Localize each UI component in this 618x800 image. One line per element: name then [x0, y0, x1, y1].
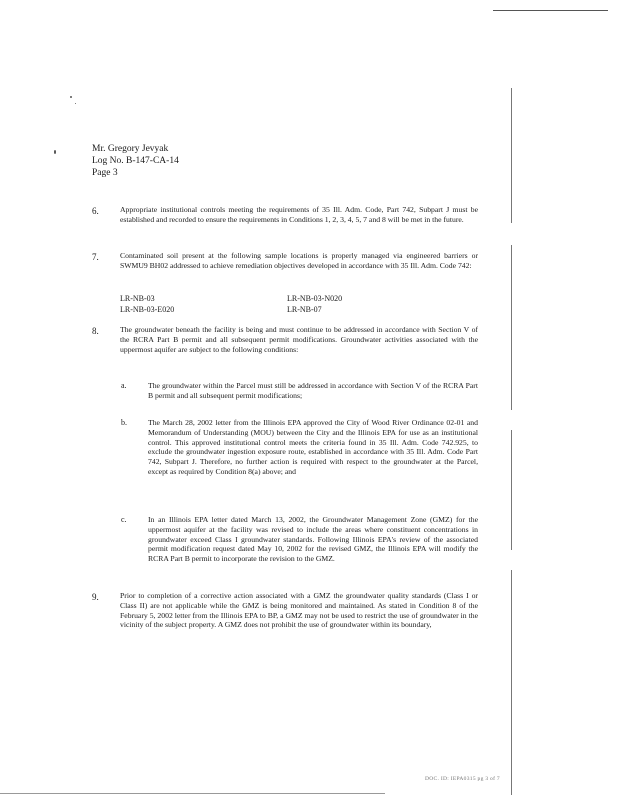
binding-edge-line: [511, 430, 512, 550]
sample-location: LR-NB-07: [287, 305, 322, 314]
subitem-letter: b.: [121, 418, 127, 427]
binding-edge-line: [511, 245, 512, 410]
subitem-text: The groundwater within the Parcel must still be addressed in accordance with Section V of the RCRA Part B permit and all subsequent permit modifications;: [148, 381, 478, 400]
scan-speck: [70, 96, 72, 98]
item-text: Appropriate institutional controls meeting the requirements of 35 Ill. Adm. Code, Part 742, Subpart J must be established and recorded to ensure the requirements in Conditions 1, 2, 3, 4, 5, 7 and 8 will be met in the future.: [120, 205, 478, 224]
item-text: Contaminated soil present at the following sample locations is properly managed via engineered barriers or SWMU9 BH02 addressed to achieve remediation objectives developed in accordance with 35 Ill. Adm. Code 742:: [120, 251, 478, 270]
bottom-scan-rule: [0, 793, 385, 794]
item-number: 6.: [92, 206, 99, 216]
item-text: The groundwater beneath the facility is being and must continue to be addressed in accordance with Section V of the RCRA Part B permit and all subsequent permit modifications. Groundwater activities associated with the uppermost aquifer are subject to the following conditions:: [120, 325, 478, 354]
binding-edge-line: [511, 88, 512, 223]
document-id-stamp: DOC. ID: IEPA0315 pg 3 of 7: [425, 776, 500, 782]
subitem-text: In an Illinois EPA letter dated March 13, 2002, the Groundwater Management Zone (GMZ) for the uppermost aquifer at the facility was revised to include the areas where constituent concentrations in groundwater exceed Class I groundwater standards. Following Illinois EPA's review of the associated permit modification request dated May 10, 2002 for the revised GMZ, the Illinois EPA will modify the RCRA Part B permit to incorporate the revision to the GMZ.: [148, 515, 478, 564]
subitem-letter: c.: [121, 515, 127, 524]
subitem-letter: a.: [121, 381, 127, 390]
scan-mark-top-right: [493, 10, 608, 11]
sample-location: LR-NB-03-N020: [287, 294, 343, 303]
recipient-name: Mr. Gregory Jevyak: [92, 144, 169, 154]
sample-location: LR-NB-03-E020: [120, 305, 175, 314]
scan-speck: [54, 150, 56, 154]
binding-edge-line: [511, 570, 512, 795]
item-number: 8.: [92, 326, 99, 336]
log-number: Log No. B-147-CA-14: [92, 156, 179, 166]
scan-speck: [75, 103, 76, 104]
item-number: 7.: [92, 252, 99, 262]
subitem-text: The March 28, 2002 letter from the Illinois EPA approved the City of Wood River Ordinance 02-01 and Memorandum of Understanding (MOU) between the City and the Illinois EPA for use as an institutional control. This approved institutional control meets the criteria found in 35 Ill. Adm. Code 742.925, to exclude the groundwater ingestion exposure route, established in accordance with 35 Ill. Adm. Code Part 742, Subpart J. Therefore, no further action is required with respect to the groundwater at the Parcel, except as required by Condition 8(a) above; and: [148, 418, 478, 476]
item-text: Prior to completion of a corrective action associated with a GMZ the groundwater quality standards (Class I or Class II) are not applicable while the GMZ is being monitored and maintained. As stated in Condition 8 of the February 5, 2002 letter from the Illinois EPA to BP, a GMZ may not be used to restrict the use of groundwater in the vicinity of the subject property. A GMZ does not prohibit the use of groundwater within its boundary,: [120, 591, 478, 630]
page-number: Page 3: [92, 168, 118, 178]
item-number: 9.: [92, 592, 99, 602]
sample-location: LR-NB-03: [120, 294, 155, 303]
